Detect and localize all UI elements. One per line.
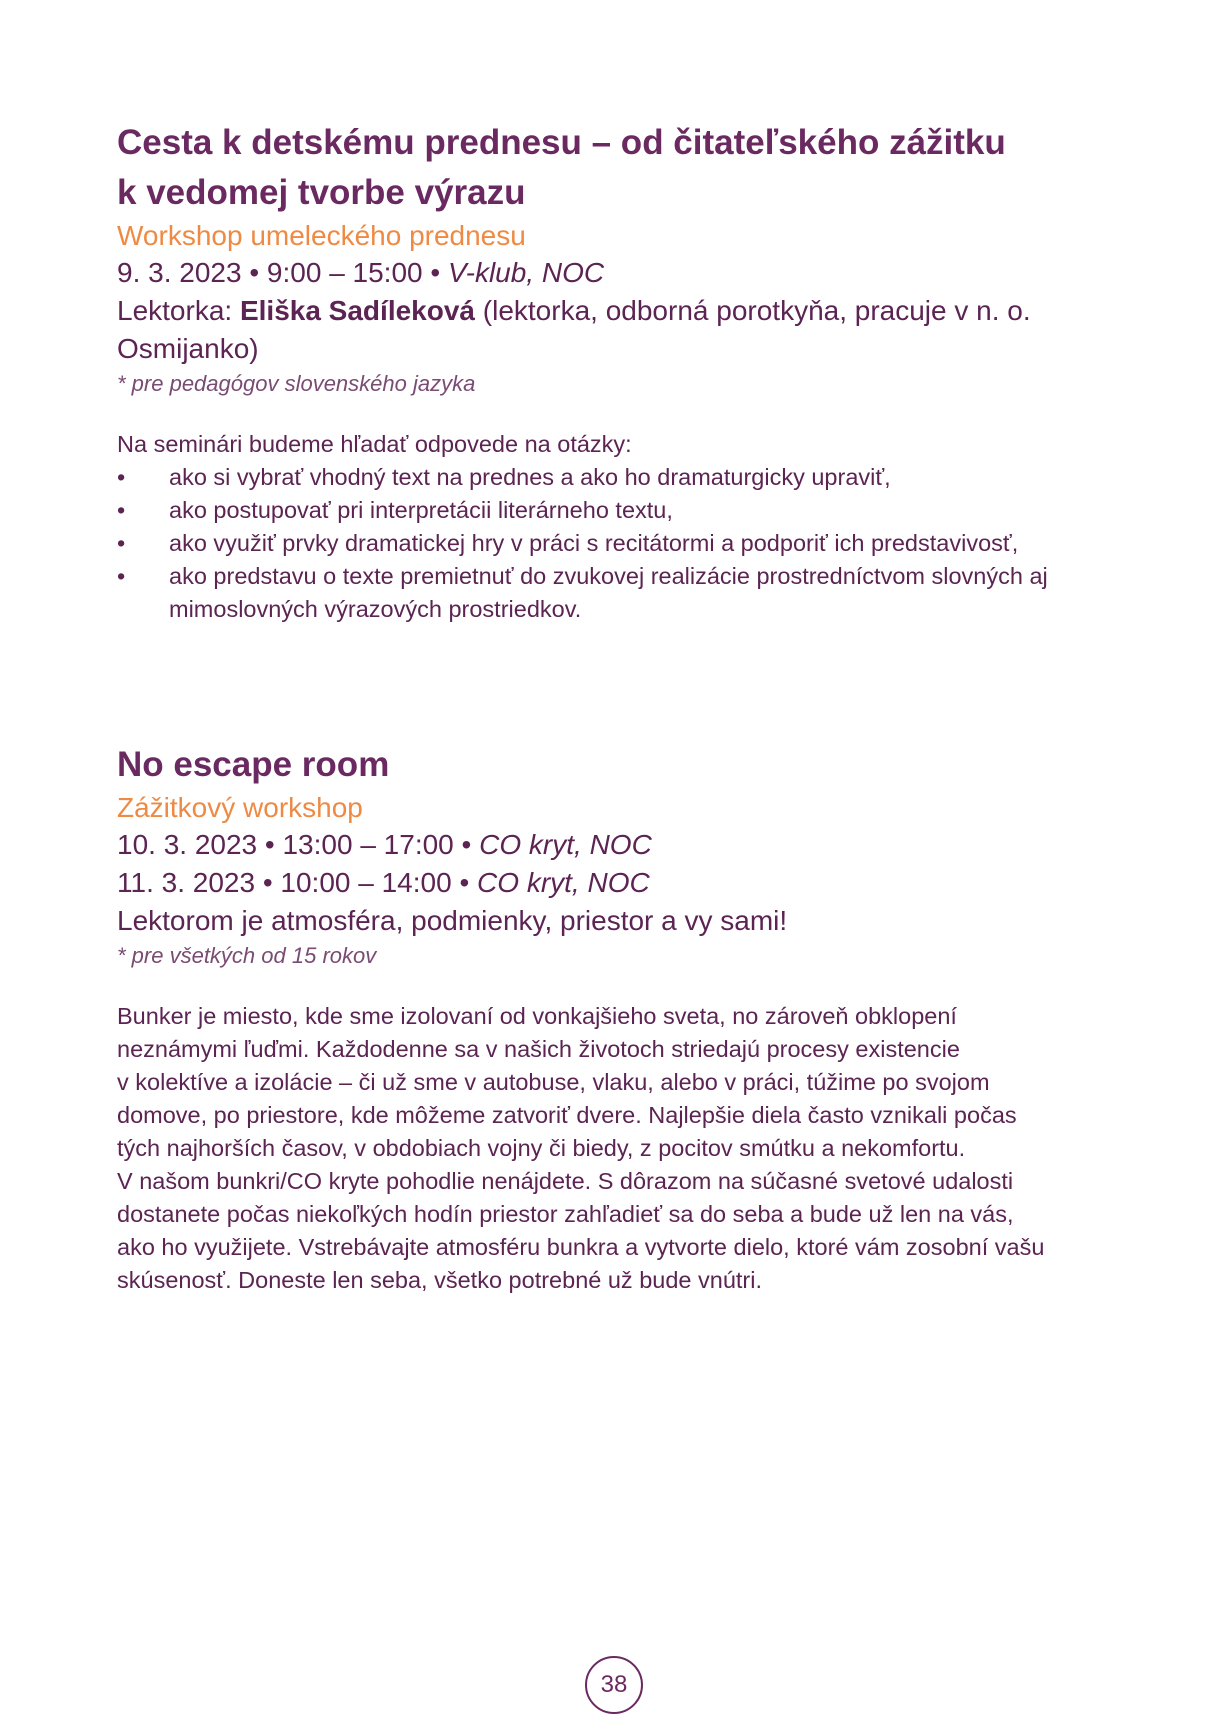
event-schedule (117, 826, 1127, 864)
page-number: 38 (585, 1656, 643, 1714)
event-schedule (117, 254, 1127, 292)
lecturer-prefix: Lektorka: (117, 295, 233, 326)
event-lecturer (117, 292, 1127, 368)
event-description: Bunker je miesto, kde sme izolovaní od vonkajšieho sveta, no zároveň obklopení neznámymi ľuďmi. Každodenne sa v našich životoch striedajú procesy existencie v kolektíve a izolácie – či už sme v autobuse, vlaku, alebo v práci, túžime po svojom domove, po priestore, kde môžeme zatvoriť dvere. Najlepšie diela často vznikali počas tých najhorších časov, v obdobiach vojny či biedy, z pocitov smútku a nekomfortu. V našom bunkri/CO kryte pohodlie nenájdete. S dôrazom na súčasné svetové udalosti dostanete počas niekoľkých hodín priestor zahľadieť sa do seba a bude už len na vás, ako ho využijete. Vstrebávajte atmosféru bunkra a vytvorte dielo, ktoré vám zosobní vašu skúsenosť. Doneste len seba, všetko potrebné už bude vnútri. (117, 1003, 1045, 1293)
event-title-line-1: No escape room (117, 745, 390, 784)
question-list (117, 461, 1127, 626)
event-title-line-2: k vedomej tvorbe výrazu (117, 173, 526, 212)
event-intro: Na seminári budeme hľadať odpovede na otázky: (117, 431, 632, 457)
bullet-icon: • (117, 530, 126, 556)
event-lecturer: Lektorom je atmosféra, podmienky, priestor a vy sami! (117, 905, 788, 936)
list-item: • ako si vybrať vhodný text na prednes a ako ho dramaturgicky upraviť, (117, 461, 1127, 494)
event-datetime: 11. 3. 2023 • 10:00 – 14:00 • (117, 867, 470, 898)
list-item: • ako postupovať pri interpretácii literárneho textu, (117, 494, 1127, 527)
event-datetime: 9. 3. 2023 • 9:00 – 15:00 • (117, 257, 441, 288)
event-location: V-klub, NOC (447, 257, 605, 288)
event-datetime: 10. 3. 2023 • 13:00 – 17:00 • (117, 829, 472, 860)
bullet-icon: • (117, 563, 126, 589)
event-title-line-1: Cesta k detskému prednesu – od čitateľského zážitku (117, 123, 1006, 162)
event-audience: * pre pedagógov slovenského jazyka (117, 371, 476, 396)
event-audience: * pre všetkých od 15 rokov (117, 943, 377, 968)
event-title (117, 118, 1127, 218)
lecturer-details-line-2: Osmijanko) (117, 333, 259, 364)
event-type: Workshop umeleckého prednesu (117, 220, 526, 251)
bullet-icon: • (117, 497, 126, 523)
lecturer-details-line-1: (lektorka, odborná porotkyňa, pracuje v n. o. (482, 295, 1031, 326)
event-section-escape-room (117, 740, 1127, 1297)
event-section-prednes (117, 118, 1127, 626)
event-type: Zážitkový workshop (117, 792, 363, 823)
event-title (117, 740, 1127, 790)
event-location: CO kryt, NOC (479, 829, 652, 860)
event-schedule (117, 864, 1127, 902)
list-item: • ako využiť prvky dramatickej hry v práci s recitátormi a podporiť ich predstavivosť, (117, 527, 1127, 560)
event-location: CO kryt, NOC (477, 867, 650, 898)
bullet-icon: • (117, 464, 126, 490)
list-item: • ako predstavu o texte premietnuť do zvukovej realizácie prostredníctvom slovných aj mimoslovných výrazových prostriedkov. (117, 560, 1127, 626)
lecturer-name: Eliška Sadíleková (239, 295, 475, 326)
